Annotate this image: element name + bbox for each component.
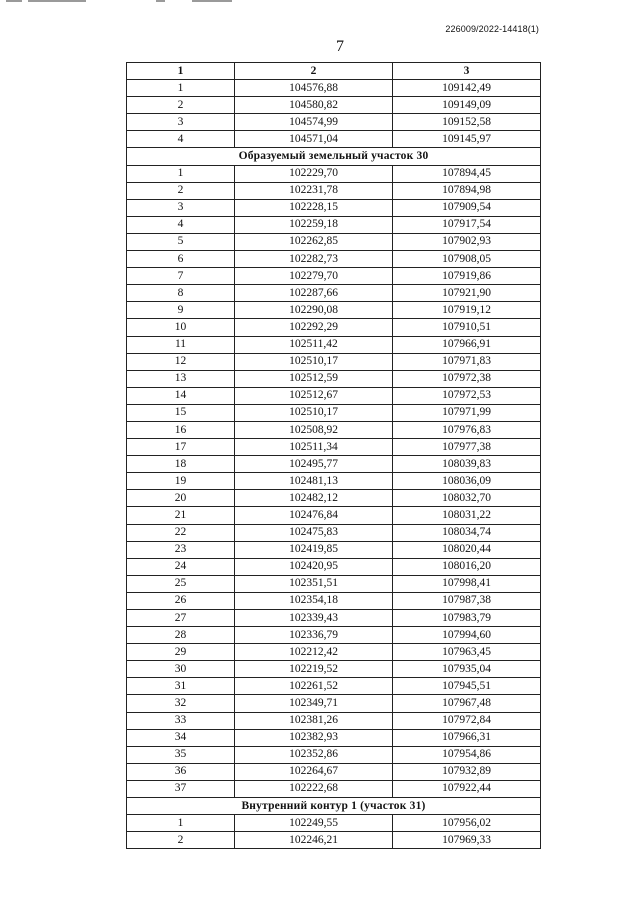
x-coordinate-cell: 102352,86 [235,746,393,763]
x-coordinate-cell: 102229,70 [235,165,393,182]
table-row [127,302,541,319]
x-coordinate-cell: 102481,13 [235,473,393,490]
table-row [127,404,541,421]
point-number-cell: 12 [127,353,235,370]
table-row [127,97,541,114]
table-header-row [127,63,541,80]
y-coordinate-cell: 107976,83 [393,421,541,438]
point-number-cell: 11 [127,336,235,353]
point-number-cell: 8 [127,285,235,302]
y-coordinate-cell: 109145,97 [393,131,541,148]
x-coordinate-cell: 102212,42 [235,644,393,661]
y-coordinate-cell: 107994,60 [393,627,541,644]
point-number-cell: 2 [127,832,235,849]
x-coordinate-cell: 102381,26 [235,712,393,729]
point-number-cell: 17 [127,439,235,456]
y-coordinate-cell: 108031,22 [393,507,541,524]
y-coordinate-cell: 107956,02 [393,815,541,832]
point-number-cell: 28 [127,627,235,644]
x-coordinate-cell: 102264,67 [235,763,393,780]
y-coordinate-cell: 107945,51 [393,678,541,695]
x-coordinate-cell: 102231,78 [235,182,393,199]
point-number-cell: 7 [127,268,235,285]
y-coordinate-cell: 107972,38 [393,370,541,387]
point-number-cell: 37 [127,780,235,797]
table-row [127,695,541,712]
point-number-cell: 30 [127,661,235,678]
table-row [127,165,541,182]
table-row [127,387,541,404]
x-coordinate-cell: 102219,52 [235,661,393,678]
table-row [127,592,541,609]
x-coordinate-cell: 102336,79 [235,627,393,644]
point-number-cell: 10 [127,319,235,336]
point-number-cell: 22 [127,524,235,541]
table-row [127,712,541,729]
x-coordinate-cell: 102351,51 [235,575,393,592]
x-coordinate-cell: 102420,95 [235,558,393,575]
point-number-cell: 24 [127,558,235,575]
x-coordinate-cell: 104580,82 [235,97,393,114]
table-row [127,780,541,797]
y-coordinate-cell: 108032,70 [393,490,541,507]
section-title: Внутренний контур 1 (участок 31) [127,798,541,815]
x-coordinate-cell: 102261,52 [235,678,393,695]
y-coordinate-cell: 107909,54 [393,199,541,216]
table-row [127,507,541,524]
y-coordinate-cell: 107969,33 [393,832,541,849]
x-coordinate-cell: 102262,85 [235,233,393,250]
y-coordinate-cell: 107954,86 [393,746,541,763]
x-coordinate-cell: 102482,12 [235,490,393,507]
point-number-cell: 34 [127,729,235,746]
table-row [127,456,541,473]
y-coordinate-cell: 107987,38 [393,592,541,609]
y-coordinate-cell: 109142,49 [393,80,541,97]
table-row [127,439,541,456]
point-number-cell: 36 [127,763,235,780]
table-row [127,610,541,627]
y-coordinate-cell: 107998,41 [393,575,541,592]
x-coordinate-cell: 102511,42 [235,336,393,353]
table-row [127,541,541,558]
x-coordinate-cell: 102354,18 [235,592,393,609]
x-coordinate-cell: 102290,08 [235,302,393,319]
y-coordinate-cell: 107971,83 [393,353,541,370]
y-coordinate-cell: 107972,53 [393,387,541,404]
y-coordinate-cell: 107963,45 [393,644,541,661]
point-number-cell: 5 [127,233,235,250]
x-coordinate-cell: 102292,29 [235,319,393,336]
x-coordinate-cell: 102512,59 [235,370,393,387]
x-coordinate-cell: 102419,85 [235,541,393,558]
table-row [127,216,541,233]
x-coordinate-cell: 104574,99 [235,114,393,131]
point-number-cell: 1 [127,165,235,182]
point-number-cell: 23 [127,541,235,558]
x-coordinate-cell: 102287,66 [235,285,393,302]
x-coordinate-cell: 102349,71 [235,695,393,712]
point-number-cell: 33 [127,712,235,729]
table-row [127,644,541,661]
y-coordinate-cell: 108016,20 [393,558,541,575]
point-number-cell: 18 [127,456,235,473]
y-coordinate-cell: 107922,44 [393,780,541,797]
point-number-cell: 2 [127,97,235,114]
point-number-cell: 1 [127,80,235,97]
table-row [127,661,541,678]
point-number-cell: 21 [127,507,235,524]
y-coordinate-cell: 108020,44 [393,541,541,558]
point-number-cell: 29 [127,644,235,661]
x-coordinate-cell: 102508,92 [235,421,393,438]
table-row [127,285,541,302]
y-coordinate-cell: 107932,89 [393,763,541,780]
point-number-cell: 27 [127,610,235,627]
document-number: 226009/2022-14418(1) [445,24,539,34]
table-row [127,678,541,695]
table-row [127,370,541,387]
table-row [127,763,541,780]
table-row [127,558,541,575]
y-coordinate-cell: 107966,31 [393,729,541,746]
point-number-cell: 32 [127,695,235,712]
table-body [127,80,541,849]
table-row [127,353,541,370]
table-row [127,832,541,849]
section-header-row [127,798,541,815]
point-number-cell: 2 [127,182,235,199]
y-coordinate-cell: 107917,54 [393,216,541,233]
x-coordinate-cell: 102382,93 [235,729,393,746]
point-number-cell: 3 [127,114,235,131]
point-number-cell: 31 [127,678,235,695]
y-coordinate-cell: 107966,91 [393,336,541,353]
table-row [127,131,541,148]
coordinates-table [126,62,541,849]
point-number-cell: 15 [127,404,235,421]
y-coordinate-cell: 107894,45 [393,165,541,182]
y-coordinate-cell: 107935,04 [393,661,541,678]
y-coordinate-cell: 107919,86 [393,268,541,285]
y-coordinate-cell: 107894,98 [393,182,541,199]
x-coordinate-cell: 102475,83 [235,524,393,541]
section-title: Образуемый земельный участок 30 [127,148,541,165]
y-coordinate-cell: 107919,12 [393,302,541,319]
y-coordinate-cell: 107902,93 [393,233,541,250]
x-coordinate-cell: 102222,68 [235,780,393,797]
column-header-number: 1 [127,63,235,80]
table-row [127,421,541,438]
table-row [127,490,541,507]
point-number-cell: 4 [127,216,235,233]
scan-artifact [6,0,236,3]
table-row [127,80,541,97]
x-coordinate-cell: 102259,18 [235,216,393,233]
x-coordinate-cell: 102228,15 [235,199,393,216]
column-header-y: 3 [393,63,541,80]
y-coordinate-cell: 107910,51 [393,319,541,336]
point-number-cell: 9 [127,302,235,319]
y-coordinate-cell: 107971,99 [393,404,541,421]
x-coordinate-cell: 102510,17 [235,404,393,421]
y-coordinate-cell: 109152,58 [393,114,541,131]
y-coordinate-cell: 107983,79 [393,610,541,627]
x-coordinate-cell: 102279,70 [235,268,393,285]
table-row [127,746,541,763]
page-number: 7 [336,38,344,55]
point-number-cell: 19 [127,473,235,490]
point-number-cell: 20 [127,490,235,507]
point-number-cell: 25 [127,575,235,592]
y-coordinate-cell: 108034,74 [393,524,541,541]
y-coordinate-cell: 107972,84 [393,712,541,729]
x-coordinate-cell: 102249,55 [235,815,393,832]
x-coordinate-cell: 102476,84 [235,507,393,524]
y-coordinate-cell: 107921,90 [393,285,541,302]
point-number-cell: 1 [127,815,235,832]
point-number-cell: 14 [127,387,235,404]
table-row [127,268,541,285]
point-number-cell: 3 [127,199,235,216]
y-coordinate-cell: 108039,83 [393,456,541,473]
point-number-cell: 4 [127,131,235,148]
table-row [127,182,541,199]
table-row [127,114,541,131]
table-row [127,627,541,644]
table-row [127,336,541,353]
x-coordinate-cell: 102511,34 [235,439,393,456]
table-row [127,319,541,336]
table-row [127,815,541,832]
y-coordinate-cell: 107908,05 [393,251,541,268]
y-coordinate-cell: 107977,38 [393,439,541,456]
table-row [127,729,541,746]
x-coordinate-cell: 104576,88 [235,80,393,97]
table-row [127,233,541,250]
point-number-cell: 26 [127,592,235,609]
x-coordinate-cell: 104571,04 [235,131,393,148]
y-coordinate-cell: 108036,09 [393,473,541,490]
point-number-cell: 16 [127,421,235,438]
x-coordinate-cell: 102246,21 [235,832,393,849]
x-coordinate-cell: 102339,43 [235,610,393,627]
section-header-row [127,148,541,165]
y-coordinate-cell: 109149,09 [393,97,541,114]
table-row [127,251,541,268]
x-coordinate-cell: 102495,77 [235,456,393,473]
point-number-cell: 35 [127,746,235,763]
table-row [127,199,541,216]
table-row [127,473,541,490]
table-row [127,575,541,592]
y-coordinate-cell: 107967,48 [393,695,541,712]
column-header-x: 2 [235,63,393,80]
x-coordinate-cell: 102512,67 [235,387,393,404]
x-coordinate-cell: 102282,73 [235,251,393,268]
x-coordinate-cell: 102510,17 [235,353,393,370]
point-number-cell: 6 [127,251,235,268]
table-row [127,524,541,541]
point-number-cell: 13 [127,370,235,387]
